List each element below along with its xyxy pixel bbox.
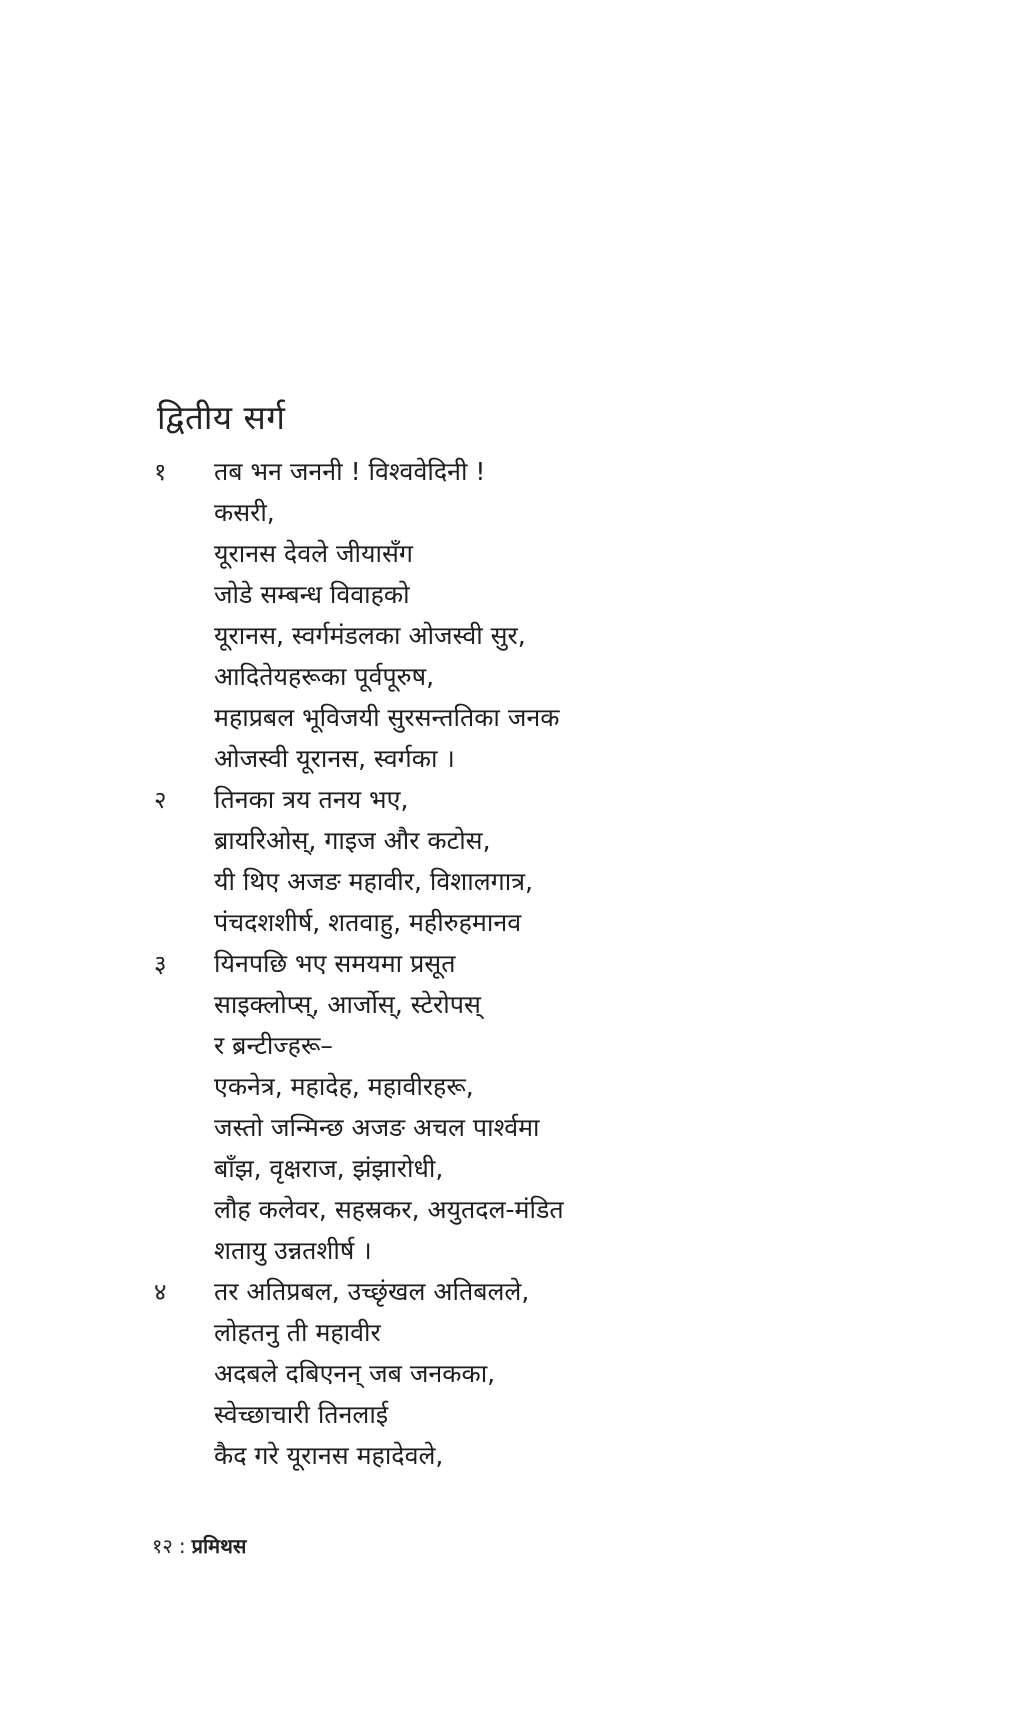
poem-line: पंचदशशीर्ष, शतवाहु, महीरुहमानव [214,908,522,937]
page-number: १२ [152,1534,173,1558]
poem-line: जोडे सम्बन्ध विवाहको [214,580,410,609]
poem-line: स्वेच्छाचारी तिनलाई [214,1400,389,1429]
stanza-number: १ [154,458,167,486]
stanza-number: २ [154,786,167,814]
poem-line: एकनेत्र, महादेह, महावीरहरू, [214,1072,474,1101]
poem-line: तर अतिप्रबल, उच्छृंखल अतिबलले, [214,1277,530,1306]
poem-line: र ब्रन्टीज्हरू– [214,1031,333,1060]
chapter-title: द्वितीय सर्ग [157,398,286,437]
poem-line: महाप्रबल भूविजयी सुरसन्ततिका जनक [214,703,560,732]
poem-line: साइक्लोप्स्, आर्जोस्, स्टेरोपस् [214,990,481,1019]
poem-line: कसरी, [214,498,275,527]
book-title: प्रमिथस [191,1534,247,1558]
poem-line: यी थिए अजङ महावीर, विशालगात्र, [214,867,533,896]
poem-line: तिनका त्रय तनय भए, [214,785,409,814]
poem-line: लौह कलेवर, सहस्रकर, अयुतदल-मंडित [214,1195,564,1224]
poem-line: यिनपछि भए समयमा प्रसूत [214,949,456,978]
page-footer [152,1530,246,1562]
poem-line: अदबले दबिएनन् जब जनकका, [214,1359,496,1388]
poem-line: ओजस्वी यूरानस, स्वर्गका । [214,744,455,773]
poem-line: कैद गरे यूरानस महादेवले, [214,1441,444,1470]
poem-line: लोहतनु ती महावीर [214,1318,381,1347]
stanza-number: ३ [154,950,167,978]
footer-separator: : [178,1534,186,1558]
poem-line: तब भन जननी ! विश्ववेदिनी ! [214,457,486,486]
poem-line: जस्तो जन्मिन्छ अजङ अचल पार्श्वमा [214,1113,540,1142]
poem-line: शतायु उन्नतशीर्ष । [214,1236,372,1265]
poem-line: यूरानस देवले जीयासँग [214,539,413,568]
poem-line: यूरानस, स्वर्गमंडलका ओजस्वी सुर, [214,621,526,650]
poem-line: बाँझ, वृक्षराज, झंझारोधी, [214,1154,444,1183]
poem-line: ब्रायरिओस्, गाइज और कटोस, [214,826,491,855]
stanza-number: ४ [154,1278,167,1306]
poem-line: आदितेयहरूका पूर्वपूरुष, [214,662,435,691]
